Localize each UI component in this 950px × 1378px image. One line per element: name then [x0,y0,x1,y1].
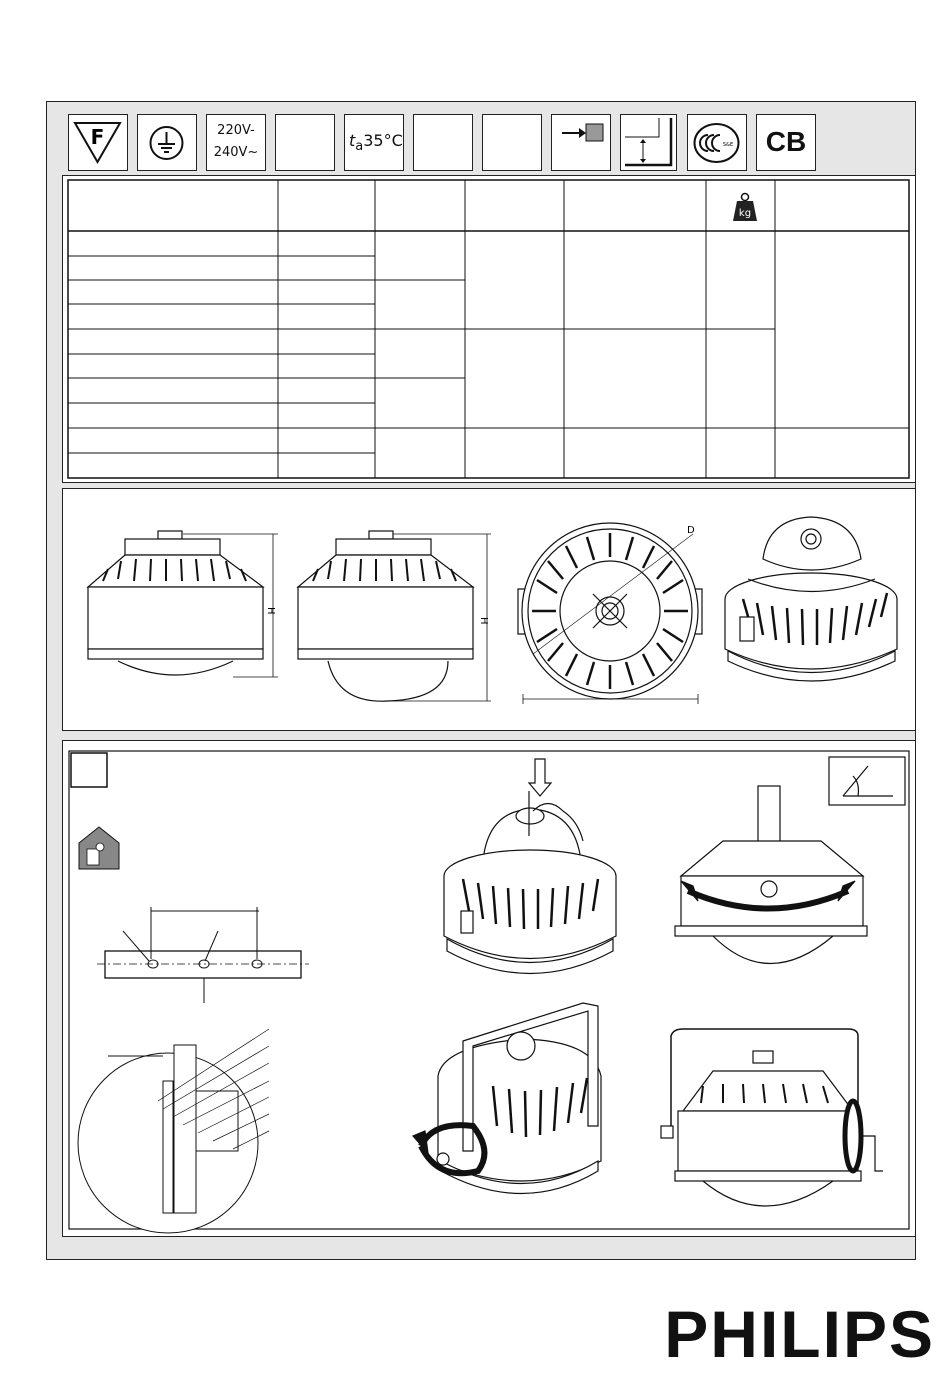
min-distance-icon [551,114,611,171]
weight-icon-label: kg [738,208,752,219]
blank-symbol-2 [413,114,473,171]
diameter-label: D [687,525,695,536]
voltage-line-1: 220V- [217,123,255,138]
ambient-temp-prefix: t [349,131,356,150]
ccc-mark-icon [687,114,747,171]
step-number-box [71,753,107,787]
f-mark-icon [68,114,128,171]
step-secure-bracket [661,1029,883,1206]
spec-table [63,176,914,481]
luminaire-perspective-view [725,517,897,681]
ccc-mark-small-text: S&E [722,142,734,148]
ambient-temp-value: 35°C [363,131,403,150]
luminaire-top-view [518,523,702,704]
cb-mark-text: CB [765,126,807,157]
cb-mark [756,114,816,171]
mounting-bracket-drawing [97,907,309,1003]
voltage-rating [206,114,266,171]
ambient-temperature [344,114,404,171]
voltage-line-2: 240V~ [213,145,259,160]
philips-logo [605,1296,935,1372]
blank-symbol-3 [482,114,542,171]
mounting-distance-icon [620,114,677,171]
installation-panel [62,740,916,1237]
blank-symbol-1 [275,114,335,171]
dimensions-panel [62,488,916,731]
earth-ground-icon [137,114,197,171]
philips-logo-text: PHILIPS [664,1297,935,1371]
step-remove-knob [444,759,616,974]
height-label-2: H [478,617,489,625]
tilt-angle-icon [829,757,905,805]
height-label-1: H [265,607,276,615]
wall-mount-detail [78,1029,269,1233]
luminaire-side-view-flat [88,531,278,677]
step-attach-bracket [413,1003,601,1194]
spec-table-panel [62,175,916,483]
svg-text:F: F [90,125,105,149]
luminaire-side-view-dome [298,531,491,701]
ambient-temp-subscript: a [355,139,364,155]
weight-kg-icon [733,194,757,222]
indoor-house-icon [79,827,119,869]
step-tilt-luminaire [675,786,867,964]
